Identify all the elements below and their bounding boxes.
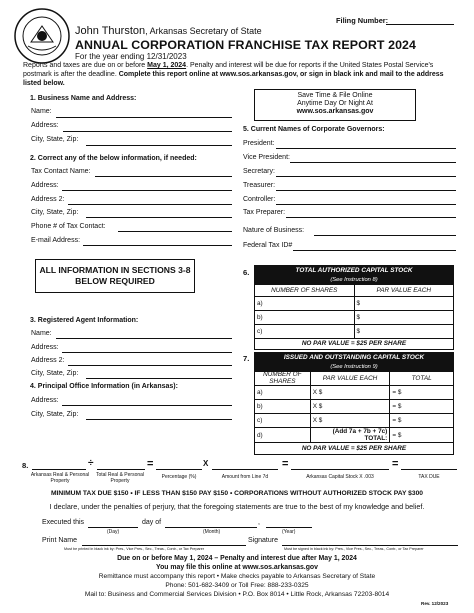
s7-row-a-total[interactable]: = $ <box>390 386 454 400</box>
s5-preparer-label: Tax Preparer: <box>243 209 286 216</box>
s1-city-field[interactable] <box>86 145 232 146</box>
s8-times: X <box>203 459 209 468</box>
print-name-note: Must be printed in black ink by: Pres., Vice Pres., Sec., Treas., Contr., or Tax Preparer <box>64 547 205 551</box>
section4-title: 4. Principal Office Information (in Arkansas): <box>30 383 178 390</box>
table-row[interactable] <box>255 310 454 324</box>
s6-instruction: (See Instruction 8) <box>255 276 454 285</box>
filing-number-field[interactable] <box>386 24 454 25</box>
intro-line3: listed below. <box>23 80 65 88</box>
s5-fedid-field[interactable] <box>293 250 456 251</box>
authorized-stock-table <box>254 265 454 350</box>
s3-address-field[interactable] <box>62 352 232 353</box>
table-row[interactable] <box>255 414 454 428</box>
s2-city-label: City, State, Zip: <box>31 209 79 216</box>
s4-city-field[interactable] <box>86 419 232 420</box>
executed-year-field[interactable] <box>266 527 312 528</box>
table-row[interactable] <box>255 400 454 414</box>
s5-nature-label: Nature of Business: <box>243 227 305 234</box>
s5-treasurer-label: Treasurer: <box>243 182 276 189</box>
s2-address2-field[interactable] <box>68 204 232 205</box>
secretary-name: John Thurston <box>75 25 146 37</box>
executed-label: Executed this <box>42 519 85 526</box>
s2-phone-field[interactable] <box>118 231 232 232</box>
s6-row-a[interactable]: a) <box>255 296 355 310</box>
s8-caption-2: Total Real & Personal Property <box>95 472 145 484</box>
s5-nature-field[interactable] <box>314 235 456 236</box>
day-of-label: day of <box>142 519 162 526</box>
s8-percentage-field[interactable] <box>156 469 202 470</box>
s3-address2-field[interactable] <box>68 365 232 366</box>
s8-real-property-field[interactable] <box>32 469 86 470</box>
secretary-line <box>75 25 262 37</box>
filing-number-label: Filing Number: <box>336 16 389 25</box>
signature-label: Signature <box>248 537 278 544</box>
s6-title: TOTAL AUTHORIZED CAPITAL STOCK <box>255 266 454 276</box>
s3-address-label: Address: <box>31 344 59 351</box>
s1-address-label: Address: <box>31 122 59 129</box>
s2-phone-label: Phone # of Tax Contact: <box>31 223 106 230</box>
table-row[interactable] <box>255 386 454 400</box>
signature-field[interactable] <box>282 545 458 546</box>
s6-row-b-par[interactable]: $ <box>354 310 454 324</box>
s6-row-b[interactable]: b) <box>255 310 355 324</box>
section6-number: 6. <box>243 268 250 277</box>
s2-email-field[interactable] <box>83 245 232 246</box>
s5-treasurer-field[interactable] <box>276 190 456 191</box>
notice-line2: BELOW REQUIRED <box>75 276 155 286</box>
s1-name-field[interactable] <box>56 117 232 118</box>
executed-day-field[interactable] <box>88 527 138 528</box>
s8-caption-5: Arkansas Capital Stock X .003 <box>306 474 374 480</box>
s8-total-property-field[interactable] <box>97 469 145 470</box>
intro-text <box>23 61 463 89</box>
s5-controller-field[interactable] <box>276 204 456 205</box>
section1-title: 1. Business Name and Address: <box>30 95 137 102</box>
online-box-line1: Save Time & File Online <box>297 92 373 99</box>
s5-vp-field[interactable] <box>290 162 456 163</box>
s6-row-c[interactable]: c) <box>255 324 355 338</box>
executed-month-field[interactable] <box>165 527 257 528</box>
s7-row-a-par[interactable]: X $ <box>310 386 390 400</box>
s7-footer: NO PAR VALUE = $25 PER SHARE <box>255 443 454 455</box>
print-name-label: Print Name <box>42 537 78 544</box>
s7-row-b-total[interactable]: = $ <box>390 400 454 414</box>
due-date-notice: Due on or before May 1, 2024 – Penalty and interest due after May 1, 2024 <box>117 555 357 562</box>
s6-row-c-par[interactable]: $ <box>354 324 454 338</box>
table-row[interactable] <box>255 296 454 310</box>
s5-fedid-label: Federal Tax ID# <box>243 242 293 249</box>
s7-instruction: (See Instruction 9) <box>255 363 454 372</box>
s4-address-label: Address: <box>31 397 59 404</box>
s8-caption-3: Percentage (%) <box>161 474 197 480</box>
s4-address-field[interactable] <box>62 405 232 406</box>
s7-row-c-total[interactable]: = $ <box>390 414 454 428</box>
signature-note: Must be signed in black ink by: Pres., Vice Pres., Sec., Treas., Contr., or Tax Preparer <box>284 547 424 551</box>
section2-title: 2. Correct any of the below information, if needed: <box>30 155 197 162</box>
notice-line1: ALL INFORMATION IN SECTIONS 3-8 <box>39 265 191 275</box>
s2-city-field[interactable] <box>86 217 232 218</box>
s3-city-field[interactable] <box>86 378 232 379</box>
s5-secretary-field[interactable] <box>276 176 456 177</box>
s5-vp-label: Vice President: <box>243 154 290 161</box>
s7-row-c-par[interactable]: X $ <box>310 414 390 428</box>
s6-row-a-par[interactable]: $ <box>354 296 454 310</box>
secretary-title: , Arkansas Secretary of State <box>145 26 262 36</box>
s1-address-field[interactable] <box>63 131 232 132</box>
remittance-notice: Remittance must accompany this report • Make checks payable to Arkansas Secretary of State <box>98 573 376 580</box>
section3-title: 3. Registered Agent Information: <box>30 317 139 324</box>
s7-row-b-par[interactable]: X $ <box>310 400 390 414</box>
s8-capital-stock-field[interactable] <box>291 469 389 470</box>
online-notice: You may file this online at www.sos.arkansas.gov <box>156 564 318 571</box>
s7-row-b[interactable]: b) <box>255 400 311 414</box>
table-row[interactable] <box>255 428 454 443</box>
s7-col-total: TOTAL <box>390 372 454 386</box>
s8-caption-1: Arkansas Real & Personal Property <box>30 472 90 484</box>
s2-address2-label: Address 2: <box>31 196 65 203</box>
print-name-field[interactable] <box>82 545 246 546</box>
s8-caption-6: TAX DUE <box>418 474 440 480</box>
month-caption: (Month) <box>203 529 221 535</box>
intro-line1-b: . Penalty and interest will be due for reports if the United States Postal Service's <box>186 62 434 69</box>
phone-notice: Phone: 501-682-3409 or Toll Free: 888-233-0325 <box>165 582 309 589</box>
s8-tax-due-field[interactable] <box>401 469 457 470</box>
perjury-declaration: I declare, under the penalties of perjury, that the foregoing statements are true to the best of my knowledge and belief. <box>49 502 425 511</box>
issued-stock-table <box>254 352 454 455</box>
s7-row-d-text: (Add 7a + 7b + 7c) TOTAL: <box>310 428 390 443</box>
section7-number: 7. <box>243 354 250 363</box>
s2-contact-label: Tax Contact Name: <box>31 168 91 175</box>
s7-row-a[interactable]: a) <box>255 386 311 400</box>
s3-name-label: Name: <box>31 330 52 337</box>
s3-name-field[interactable] <box>56 338 232 339</box>
day-caption: (Day) <box>107 529 120 535</box>
s5-preparer-field[interactable] <box>286 217 456 218</box>
year-caption: (Year) <box>282 529 296 535</box>
s7-col-shares: NUMBER OF SHARES <box>255 372 311 386</box>
s8-equals-1: = <box>147 458 154 470</box>
date-comma: , <box>258 519 260 526</box>
s2-address-label: Address: <box>31 182 59 189</box>
s2-address-field[interactable] <box>62 190 232 191</box>
intro-due-date: May 1, 2024 <box>147 62 187 69</box>
s7-row-c[interactable]: c) <box>255 414 311 428</box>
intro-line2-a: postmark is after the deadline. <box>23 71 119 79</box>
online-filing-box <box>254 89 416 121</box>
s6-col-shares: NUMBER OF SHARES <box>255 285 355 297</box>
s2-email-label: E-mail Address: <box>31 237 81 244</box>
table-row[interactable] <box>255 324 454 338</box>
page-title: ANNUAL CORPORATION FRANCHISE TAX REPORT 2024 <box>75 38 417 52</box>
s7-row-d: d) <box>255 428 311 443</box>
s8-caption-4: Amount from Line 7d <box>221 474 269 480</box>
s8-line7d-field[interactable] <box>212 469 278 470</box>
section5-title: 5. Current Names of Corporate Governors: <box>243 126 385 133</box>
s1-city-label: City, State, Zip: <box>31 136 79 143</box>
s2-contact-field[interactable] <box>95 176 232 177</box>
s8-equals-3: = <box>392 458 399 470</box>
s5-president-field[interactable] <box>276 148 456 149</box>
page-subtitle: For the year ending 12/31/2023 <box>75 52 187 61</box>
revision-label: Rev. 12/2023 <box>421 601 449 606</box>
intro-line1-a: Reports and taxes are due on or before <box>23 62 148 69</box>
s8-divide: ÷ <box>88 458 94 469</box>
state-seal <box>14 8 70 64</box>
s7-col-par: PAR VALUE EACH <box>310 372 390 386</box>
s5-president-label: President: <box>243 140 275 147</box>
mailing-address: Mail to: Business and Commercial Services Division • P.O. Box 8014 • Little Rock, Arkansas 72203-8014 <box>84 591 390 598</box>
s8-equals-2: = <box>282 458 289 470</box>
s6-footer: NO PAR VALUE = $25 PER SHARE <box>255 338 454 350</box>
s1-name-label: Name: <box>31 108 52 115</box>
online-box-url[interactable]: www.sos.arkansas.gov <box>296 108 374 115</box>
section8-number: 8. <box>22 461 29 470</box>
s4-city-label: City, State, Zip: <box>31 411 79 418</box>
s5-controller-label: Controller: <box>243 196 276 203</box>
s5-secretary-label: Secretary: <box>243 168 275 175</box>
s3-address2-label: Address 2: <box>31 357 65 364</box>
s7-row-d-total[interactable]: = $ <box>390 428 454 443</box>
required-notice-box <box>35 259 195 293</box>
s6-col-par: PAR VALUE EACH <box>354 285 454 297</box>
s7-title: ISSUED AND OUTSTANDING CAPITAL STOCK <box>255 353 454 363</box>
minimum-tax-notice: MINIMUM TAX DUE $150 • IF LESS THAN $150 PAY $150 • CORPORATIONS WITHOUT AUTHORIZED STOCK PAY $300 <box>50 490 424 497</box>
intro-line2-b: Complete this report online at www.sos.arkansas.gov, or sign in black ink and mail to the address <box>118 71 444 79</box>
s3-city-label: City, State, Zip: <box>31 370 79 377</box>
online-box-line2: Anytime Day Or Night At <box>297 100 373 107</box>
